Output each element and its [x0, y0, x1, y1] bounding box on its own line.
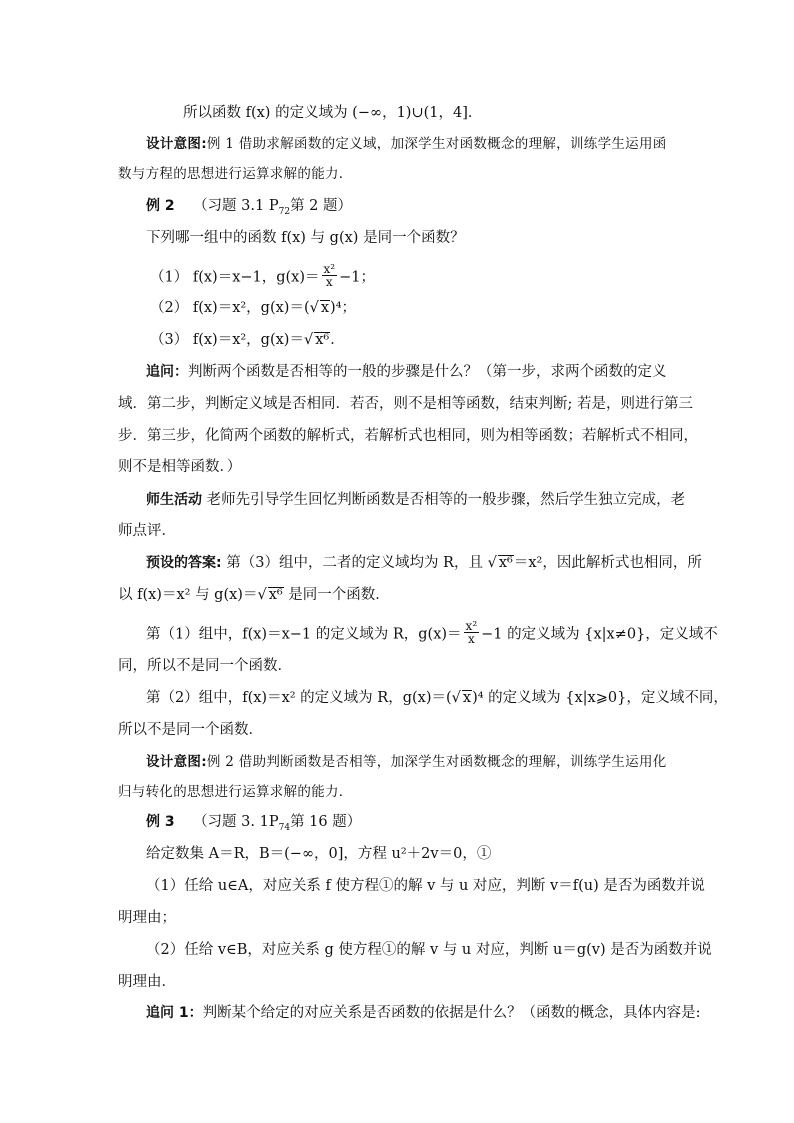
- fraction-denominator: x: [467, 632, 475, 646]
- example-2-heading: [146, 196, 352, 216]
- paragraph-line: [118, 585, 390, 605]
- design-intent-1: [146, 134, 667, 154]
- option-text-tail: ．: [330, 332, 345, 348]
- answer-label: 预设的答案:: [146, 555, 222, 571]
- answer-text: 以 f(x)＝x² 与 g(x)＝√: [118, 587, 267, 603]
- paragraph-line: （2）任给 v∈B，对应关系 g 使方程①的解 v 与 u 对应，判断 u＝g(v) 是否为函数并说: [146, 942, 712, 958]
- paragraph-line: [146, 619, 718, 647]
- teacher-student-activity: [146, 490, 685, 510]
- paragraph-line: 所以不是同一个函数．: [118, 722, 263, 738]
- activity-label: 师生活动: [146, 492, 202, 508]
- answer-text-tail: −1 的定义域为 {x|x≠0}，定义域不: [481, 626, 718, 643]
- option-text: （1） f(x)＝x−1，g(x)＝: [150, 269, 320, 286]
- option-text-tail: −1；: [339, 269, 375, 286]
- paragraph-line: 则不是相等函数．）: [118, 459, 242, 475]
- fraction-denominator: x: [325, 275, 333, 289]
- option-3: [150, 330, 345, 350]
- follow-up-text: 判断某个给定的对应关系是否函数的依据是什么？（函数的概念，具体内容是:: [202, 1005, 701, 1021]
- paragraph-line: [146, 688, 728, 708]
- paragraph-line: 步．第三步，化简两个函数的解析式，若解析式也相同，则为相等函数；若解析式不相同，: [118, 428, 698, 444]
- radicand: x⁶: [315, 332, 330, 348]
- fraction-numerator: x²: [465, 619, 478, 633]
- example-3-heading: [146, 812, 361, 832]
- fraction-numerator: x²: [323, 262, 336, 276]
- paragraph-line: 明理由；: [118, 910, 176, 926]
- answer-text: 第（1）组中，f(x)＝x−1 的定义域为 R，g(x)＝: [146, 626, 462, 643]
- follow-up-label: 追问 1：: [146, 1005, 203, 1021]
- page-subscript: 72: [278, 206, 291, 217]
- example-source: （习题 3.1 P: [193, 198, 279, 214]
- example-source-tail: 第 16 题）: [290, 814, 362, 830]
- follow-up-label: 追问：: [146, 364, 188, 380]
- follow-up-text: 判断两个函数是否相等的一般的步骤是什么？（第一步，求两个函数的定义: [188, 364, 667, 380]
- paragraph-line: 归与转化的思想进行运算求解的能力．: [118, 784, 353, 800]
- answer-text: 第（3）组中，二者的定义域均为 R，且 √: [221, 555, 497, 571]
- example-label: 例 3: [146, 814, 175, 830]
- option-1: [150, 262, 375, 290]
- paragraph-line: 数与方程的思想进行运算求解的能力．: [118, 166, 353, 182]
- paragraph-line: （1）任给 u∈A，对应关系 f 使方程①的解 v 与 u 对应，判断 v＝f(u) 是否为函数并说: [146, 878, 705, 894]
- follow-up-question-1: [146, 1003, 701, 1023]
- example-source: （习题 3. 1P: [193, 814, 279, 830]
- radicand: x: [320, 300, 330, 316]
- paragraph-line: 师点评．: [118, 523, 176, 539]
- radicand: x⁶: [498, 555, 513, 571]
- answer-text-tail: )⁴ 的定义域为 {x|x⩾0}，定义域不同，: [472, 690, 728, 706]
- option-2: [150, 298, 356, 318]
- paragraph-line: 所以函数 f(x) 的定义域为 (−∞，1)∪(1，4]．: [183, 105, 483, 121]
- option-text: （3） f(x)＝x²，g(x)＝√: [150, 332, 314, 348]
- paragraph-line: 同，所以不是同一个函数．: [118, 658, 292, 674]
- paragraph-line: 域．第二步，判断定义域是否相同．若否，则不是相等函数，结束判断; 若是，则进行第三: [118, 396, 693, 412]
- example-source-tail: 第 2 题）: [290, 198, 353, 214]
- answer-text: 第（2）组中，f(x)＝x² 的定义域为 R，g(x)＝(√: [146, 690, 461, 706]
- radicand: x⁶: [268, 587, 283, 603]
- follow-up-question: [146, 362, 667, 382]
- design-intent-text: 例 1 借助求解函数的定义域，加深学生对函数概念的理解，训练学生运用函: [206, 136, 667, 152]
- design-intent-label: 设计意图:: [146, 754, 207, 770]
- answer-text-tail: 是同一个函数．: [283, 587, 390, 603]
- design-intent-2: [146, 752, 667, 772]
- paragraph-line: 给定数集 A＝R，B＝(−∞，0]，方程 u²＋2v＝0，①: [146, 846, 492, 862]
- answer-text-tail: ＝x²，因此解析式也相同，所: [513, 555, 702, 571]
- preset-answer: [146, 553, 702, 573]
- paragraph-line: 明理由．: [118, 974, 176, 990]
- question-line: 下列哪一组中的函数 f(x) 与 g(x) 是同一个函数？: [146, 230, 465, 246]
- design-intent-text: 例 2 借助判断函数是否相等，加深学生对函数概念的理解，训练学生运用化: [206, 754, 667, 770]
- page-subscript: 74: [278, 822, 291, 833]
- radicand: x: [462, 690, 472, 706]
- fraction: [464, 620, 480, 645]
- option-text-tail: )⁴；: [330, 300, 357, 316]
- activity-text: 老师先引导学生回忆判断函数是否相等的一般步骤，然后学生独立完成，老: [202, 492, 686, 508]
- example-label: 例 2: [146, 198, 175, 214]
- fraction: [322, 263, 338, 288]
- option-text: （2） f(x)＝x²，g(x)＝(√: [150, 300, 319, 316]
- design-intent-label: 设计意图:: [146, 136, 207, 152]
